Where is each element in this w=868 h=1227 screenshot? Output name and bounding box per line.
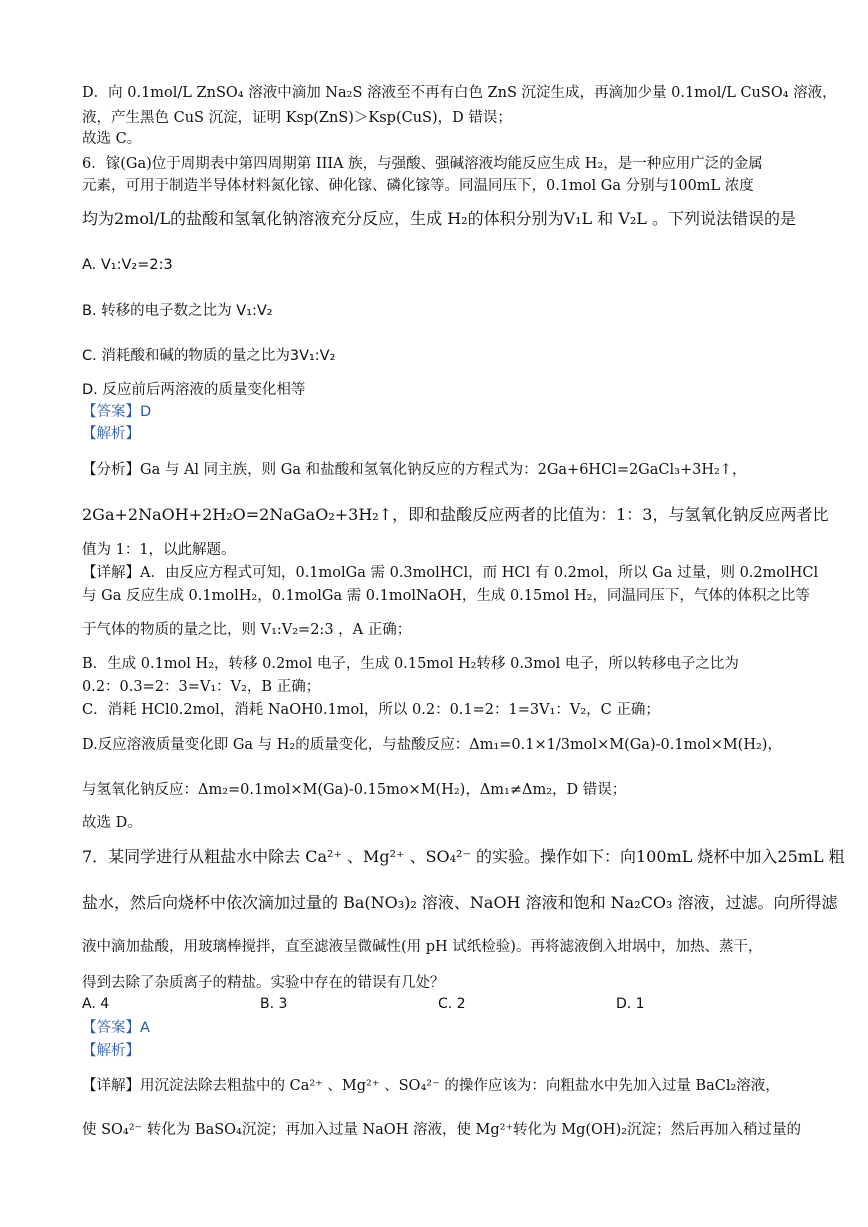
text-line: 故选 D。 [82, 815, 142, 831]
text-line: 元素，可用于制造半导体材料氮化镓、砷化镓、磷化镓等。同温同压下，0.1mol Ga 分别与100mL 浓度 [82, 178, 754, 194]
text-line: 故选 C。 [82, 131, 142, 147]
q7-option-b: B. 3 [260, 996, 288, 1012]
q7-option-a: A. 4 [82, 996, 110, 1012]
text-line: 于气体的物质的量之比，则 V₁:V₂=2:3 ，A 正确； [82, 622, 412, 638]
option-d: D. 反应前后两溶液的质量变化相等 [82, 382, 306, 398]
text-line: D.反应溶液质量变化即 Ga 与 H₂的质量变化，与盐酸反应：Δm₁=0.1×1/3mol×M(Ga)-0.1mol×M(H₂)， [82, 737, 782, 753]
option-a: A. V₁:V₂=2:3 [82, 257, 173, 273]
text-line: C．消耗 HCl0.2mol，消耗 NaOH0.1mol，所以 0.2：0.1=2：1=3V₁：V₂，C 正确； [82, 702, 660, 718]
text-line: 【详解】用沉淀法除去粗盐中的 Ca²⁺ 、Mg²⁺ 、SO₄²⁻ 的操作应该为：向粗盐水中先加入过量 BaCl₂溶液， [82, 1078, 780, 1094]
question-7-stem: 7．某同学进行从粗盐水中除去 Ca²⁺ 、Mg²⁺ 、SO₄²⁻ 的实验。操作如下：向100mL 烧杯中加入25mL 粗 [82, 847, 845, 866]
text-line: 使 SO₄²⁻ 转化为 BaSO₄沉淀；再加入过量 NaOH 溶液，使 Mg²⁺转化为 Mg(OH)₂沉淀；然后再加入稍过量的 [82, 1122, 802, 1138]
option-c: C. 消耗酸和碱的物质的量之比为3V₁:V₂ [82, 348, 336, 364]
text-line: 值为 1：1，以此解题。 [82, 542, 236, 558]
text-line: 【分析】Ga 与 Al 同主族，则 Ga 和盐酸和氢氧化钠反应的方程式为：2Ga+6HCl=2GaCl₃+3H₂↑， [82, 462, 747, 478]
answer-label: 【答案】A [82, 1020, 150, 1036]
text-line: 0.2：0.3=2：3=V₁：V₂，B 正确； [82, 679, 321, 695]
text-line: 与 Ga 反应生成 0.1molH₂，0.1molGa 需 0.1molNaOH，生成 0.15mol H₂，同温同压下，气体的体积之比等 [82, 588, 810, 604]
question-6-stem: 6．镓(Ga)位于周期表中第四周期第 IIIA 族，与强酸、强碱溶液均能反应生成 H₂，是一种应用广泛的金属 [82, 156, 763, 172]
q7-option-d: D. 1 [616, 996, 645, 1012]
text-line: 与氢氧化钠反应：Δm₂=0.1mol×M(Ga)-0.15mo×M(H₂)，Δm₁≠Δm₂，D 错误； [82, 782, 627, 798]
analysis-label: 【解析】 [82, 1043, 140, 1059]
text-line: B．生成 0.1mol H₂，转移 0.2mol 电子，生成 0.15mol H₂转移 0.3mol 电子，所以转移电子之比为 [82, 656, 739, 672]
answer-label: 【答案】D [82, 404, 152, 420]
text-line: 【详解】A．由反应方程式可知，0.1molGa 需 0.3molHCl，而 HCl 有 0.2mol，所以 Ga 过量，则 0.2molHCl [82, 565, 819, 581]
text-line: 2Ga+2NaOH+2H₂O=2NaGaO₂+3H₂↑，即和盐酸反应两者的比值为：1：3，与氢氧化钠反应两者比 [82, 505, 829, 524]
text-line: 均为2mol/L的盐酸和氢氧化钠溶液充分反应，生成 H₂的体积分别为V₁L 和 V₂L 。下列说法错误的是 [82, 209, 797, 228]
analysis-label: 【解析】 [82, 426, 140, 442]
text-line: 液，产生黑色 CuS 沉淀，证明 Ksp(ZnS)＞Ksp(CuS)，D 错误； [82, 110, 512, 126]
text-line: 液中滴加盐酸，用玻璃棒搅拌，直至滤液呈微碱性(用 pH 试纸检验)。再将滤液倒入坩埚中，加热、蒸干， [82, 939, 763, 955]
text-line: D．向 0.1mol/L ZnSO₄ 溶液中滴加 Na₂S 溶液至不再有白色 ZnS 沉淀生成，再滴加少量 0.1mol/L CuSO₄ 溶液， [82, 85, 837, 101]
q7-option-c: C. 2 [438, 996, 466, 1012]
option-b: B. 转移的电子数之比为 V₁:V₂ [82, 303, 273, 319]
text-line: 盐水，然后向烧杯中依次滴加过量的 Ba(NO₃)₂ 溶液、NaOH 溶液和饱和 Na₂CO₃ 溶液，过滤。向所得滤 [82, 893, 838, 912]
text-line: 得到去除了杂质离子的精盐。实验中存在的错误有几处？ [82, 975, 445, 991]
